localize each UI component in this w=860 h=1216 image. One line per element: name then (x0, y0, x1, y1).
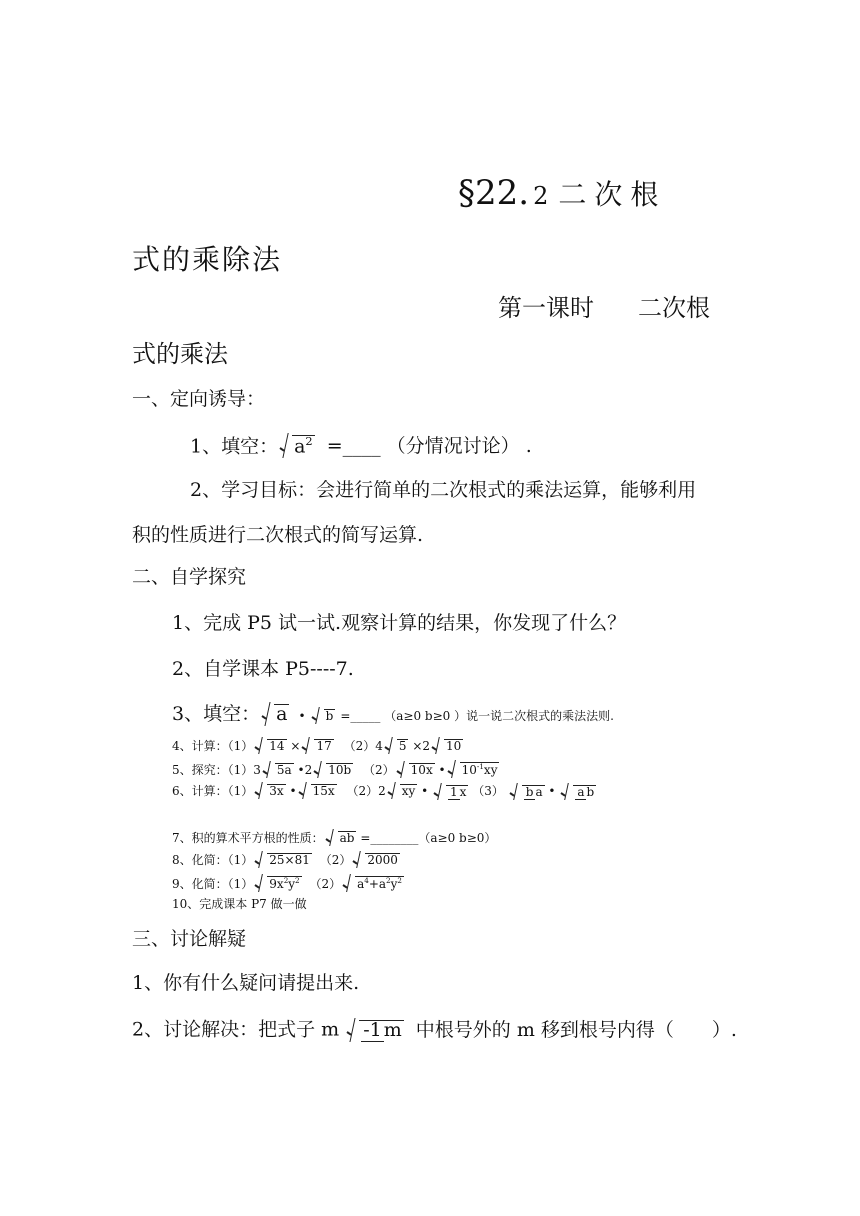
times-operator: ×2 (412, 739, 431, 753)
radicand: 2000 (367, 853, 398, 867)
radical (280, 435, 315, 456)
dot-operator: • (421, 784, 429, 798)
radicand: 10b (328, 763, 352, 777)
dot-operator: • (298, 709, 306, 723)
section2-item4 (172, 739, 463, 752)
denominator: b (586, 785, 595, 799)
radical (299, 784, 337, 797)
radicand: a (276, 703, 288, 725)
title-text-part: 二次根 (558, 178, 667, 211)
item-sub-label: （2）2 (346, 784, 386, 798)
radical-fraction (510, 785, 545, 798)
denominator: x (459, 785, 467, 799)
section2-item7 (172, 831, 496, 844)
section-heading-3: 三、讨论解疑 (132, 928, 247, 950)
title-section-number: §22. (458, 173, 530, 213)
item-label: 9、化简：（1） (172, 877, 254, 891)
radical (255, 853, 312, 866)
radicand: b (325, 709, 334, 723)
item-label: 8、化简：（1） (172, 853, 254, 867)
numerator: 1 (450, 785, 458, 799)
denominator: m (383, 1019, 402, 1041)
lesson-subtitle-line2: 式的乘法 (132, 340, 228, 368)
radical (397, 763, 435, 776)
radical (385, 739, 409, 752)
section1-item2-line2: 积的性质进行二次根式的简写运算. (132, 524, 424, 546)
radicand: 3x (269, 784, 284, 798)
dot-operator: • (438, 763, 446, 777)
radicand: xy (401, 784, 416, 798)
radicand-tail: xy (483, 763, 498, 777)
radicand-mid: +a (368, 877, 387, 891)
radicand-tail: y (288, 877, 296, 891)
item-suffix: 中根号外的 m 移到根号内得（ ）. (415, 1018, 737, 1041)
section-heading-1: 一、定向诱导： (132, 388, 266, 410)
radical-fraction (434, 785, 468, 798)
item-label: 5、探究：（1）3 (172, 763, 261, 777)
lesson-topic-part: 二次根 (638, 294, 710, 322)
item-sub-label: （2） (309, 877, 342, 891)
radical (262, 704, 289, 724)
lesson-number: 第一课时 (498, 294, 594, 322)
exponent: 2 (305, 434, 313, 448)
section1-item1 (190, 435, 532, 456)
radical: $a^4+a^2y^2$ (343, 876, 404, 890)
radical (353, 853, 400, 866)
item-sub-label: （2） (319, 853, 352, 867)
radicand: 9x (269, 877, 284, 891)
title-line2: 式的乘除法 (132, 243, 283, 276)
radical (448, 762, 500, 776)
exponent: -1 (476, 762, 484, 771)
numerator: a (577, 785, 585, 799)
section2-item3 (172, 704, 614, 724)
item-suffix: =____ （分情况讨论） . (326, 435, 532, 458)
radical-fraction (347, 1020, 404, 1040)
section2-item10: 10、完成课本 P7 做一做 (172, 897, 307, 911)
radicand-tail: y (390, 877, 398, 891)
radical: $9x^2y^2$ (255, 876, 301, 890)
dot-operator: •2 (297, 763, 313, 777)
dot-operator: • (548, 784, 556, 798)
item-label: 6、计算：（1） (172, 784, 254, 798)
radicand: 10x (410, 763, 433, 777)
radicand: 10 (446, 739, 462, 753)
radicand: 5 (398, 739, 407, 753)
radical (432, 739, 463, 752)
item-sub-label: （2） (363, 763, 395, 777)
item-label: 7、积的算术平方根的性质： (172, 831, 324, 845)
radicand: ab (339, 831, 355, 845)
radical (302, 739, 333, 752)
item-label: 1、填空： (190, 435, 279, 458)
radical (314, 763, 353, 776)
numerator: b (525, 785, 534, 799)
dot-operator: • (289, 784, 297, 798)
radical (326, 831, 357, 844)
section2-item2: 2、自学课本 P5----7. (172, 658, 354, 680)
section1-item2-line1: 2、学习目标：会进行简单的二次根式的乘法运算，能够利用 (190, 479, 697, 501)
item-label: 4、计算：（1） (172, 739, 254, 753)
item-suffix: =________（a≥0 b≥0） (360, 831, 497, 845)
radical (255, 784, 285, 797)
section-heading-2: 二、自学探究 (132, 566, 247, 588)
item-sub-label: （2）4 (343, 739, 383, 753)
section2-item9 (172, 876, 404, 890)
lesson-subtitle (498, 296, 710, 320)
item-label: 3、填空： (172, 703, 261, 725)
radicand: 17 (316, 739, 332, 753)
times-operator: × (290, 739, 301, 753)
title-subnumber: 2 (533, 182, 549, 210)
page-title (458, 173, 667, 213)
section3-item2 (132, 1020, 737, 1040)
radicand: 25×81 (269, 853, 310, 867)
radicand: a (294, 435, 306, 458)
section2-item5 (172, 762, 499, 776)
radical (312, 709, 336, 722)
radicand: 14 (269, 739, 285, 753)
radical-fraction (561, 785, 596, 798)
item-suffix: =_____ （a≥0 b≥0 ）说一说二次根式的乘法法则. (340, 709, 614, 723)
section3-item1: 1、你有什么疑问请提出来. (132, 972, 360, 994)
section2-item6 (172, 784, 596, 798)
radical (388, 784, 418, 797)
radicand: 10 (461, 763, 477, 777)
radicand: 5a (276, 763, 292, 777)
denominator: a (535, 785, 543, 799)
radicand: 15x (312, 784, 335, 798)
numerator: -1 (363, 1019, 382, 1041)
item-sub-label: （3） (472, 784, 504, 798)
radical (263, 763, 294, 776)
section2-item1: 1、完成 P5 试一试.观察计算的结果，你发现了什么？ (172, 612, 627, 634)
radical (255, 739, 286, 752)
section2-item8 (172, 853, 400, 866)
item-label: 2、讨论解决：把式子 m (132, 1018, 340, 1041)
radicand: a (357, 877, 365, 891)
